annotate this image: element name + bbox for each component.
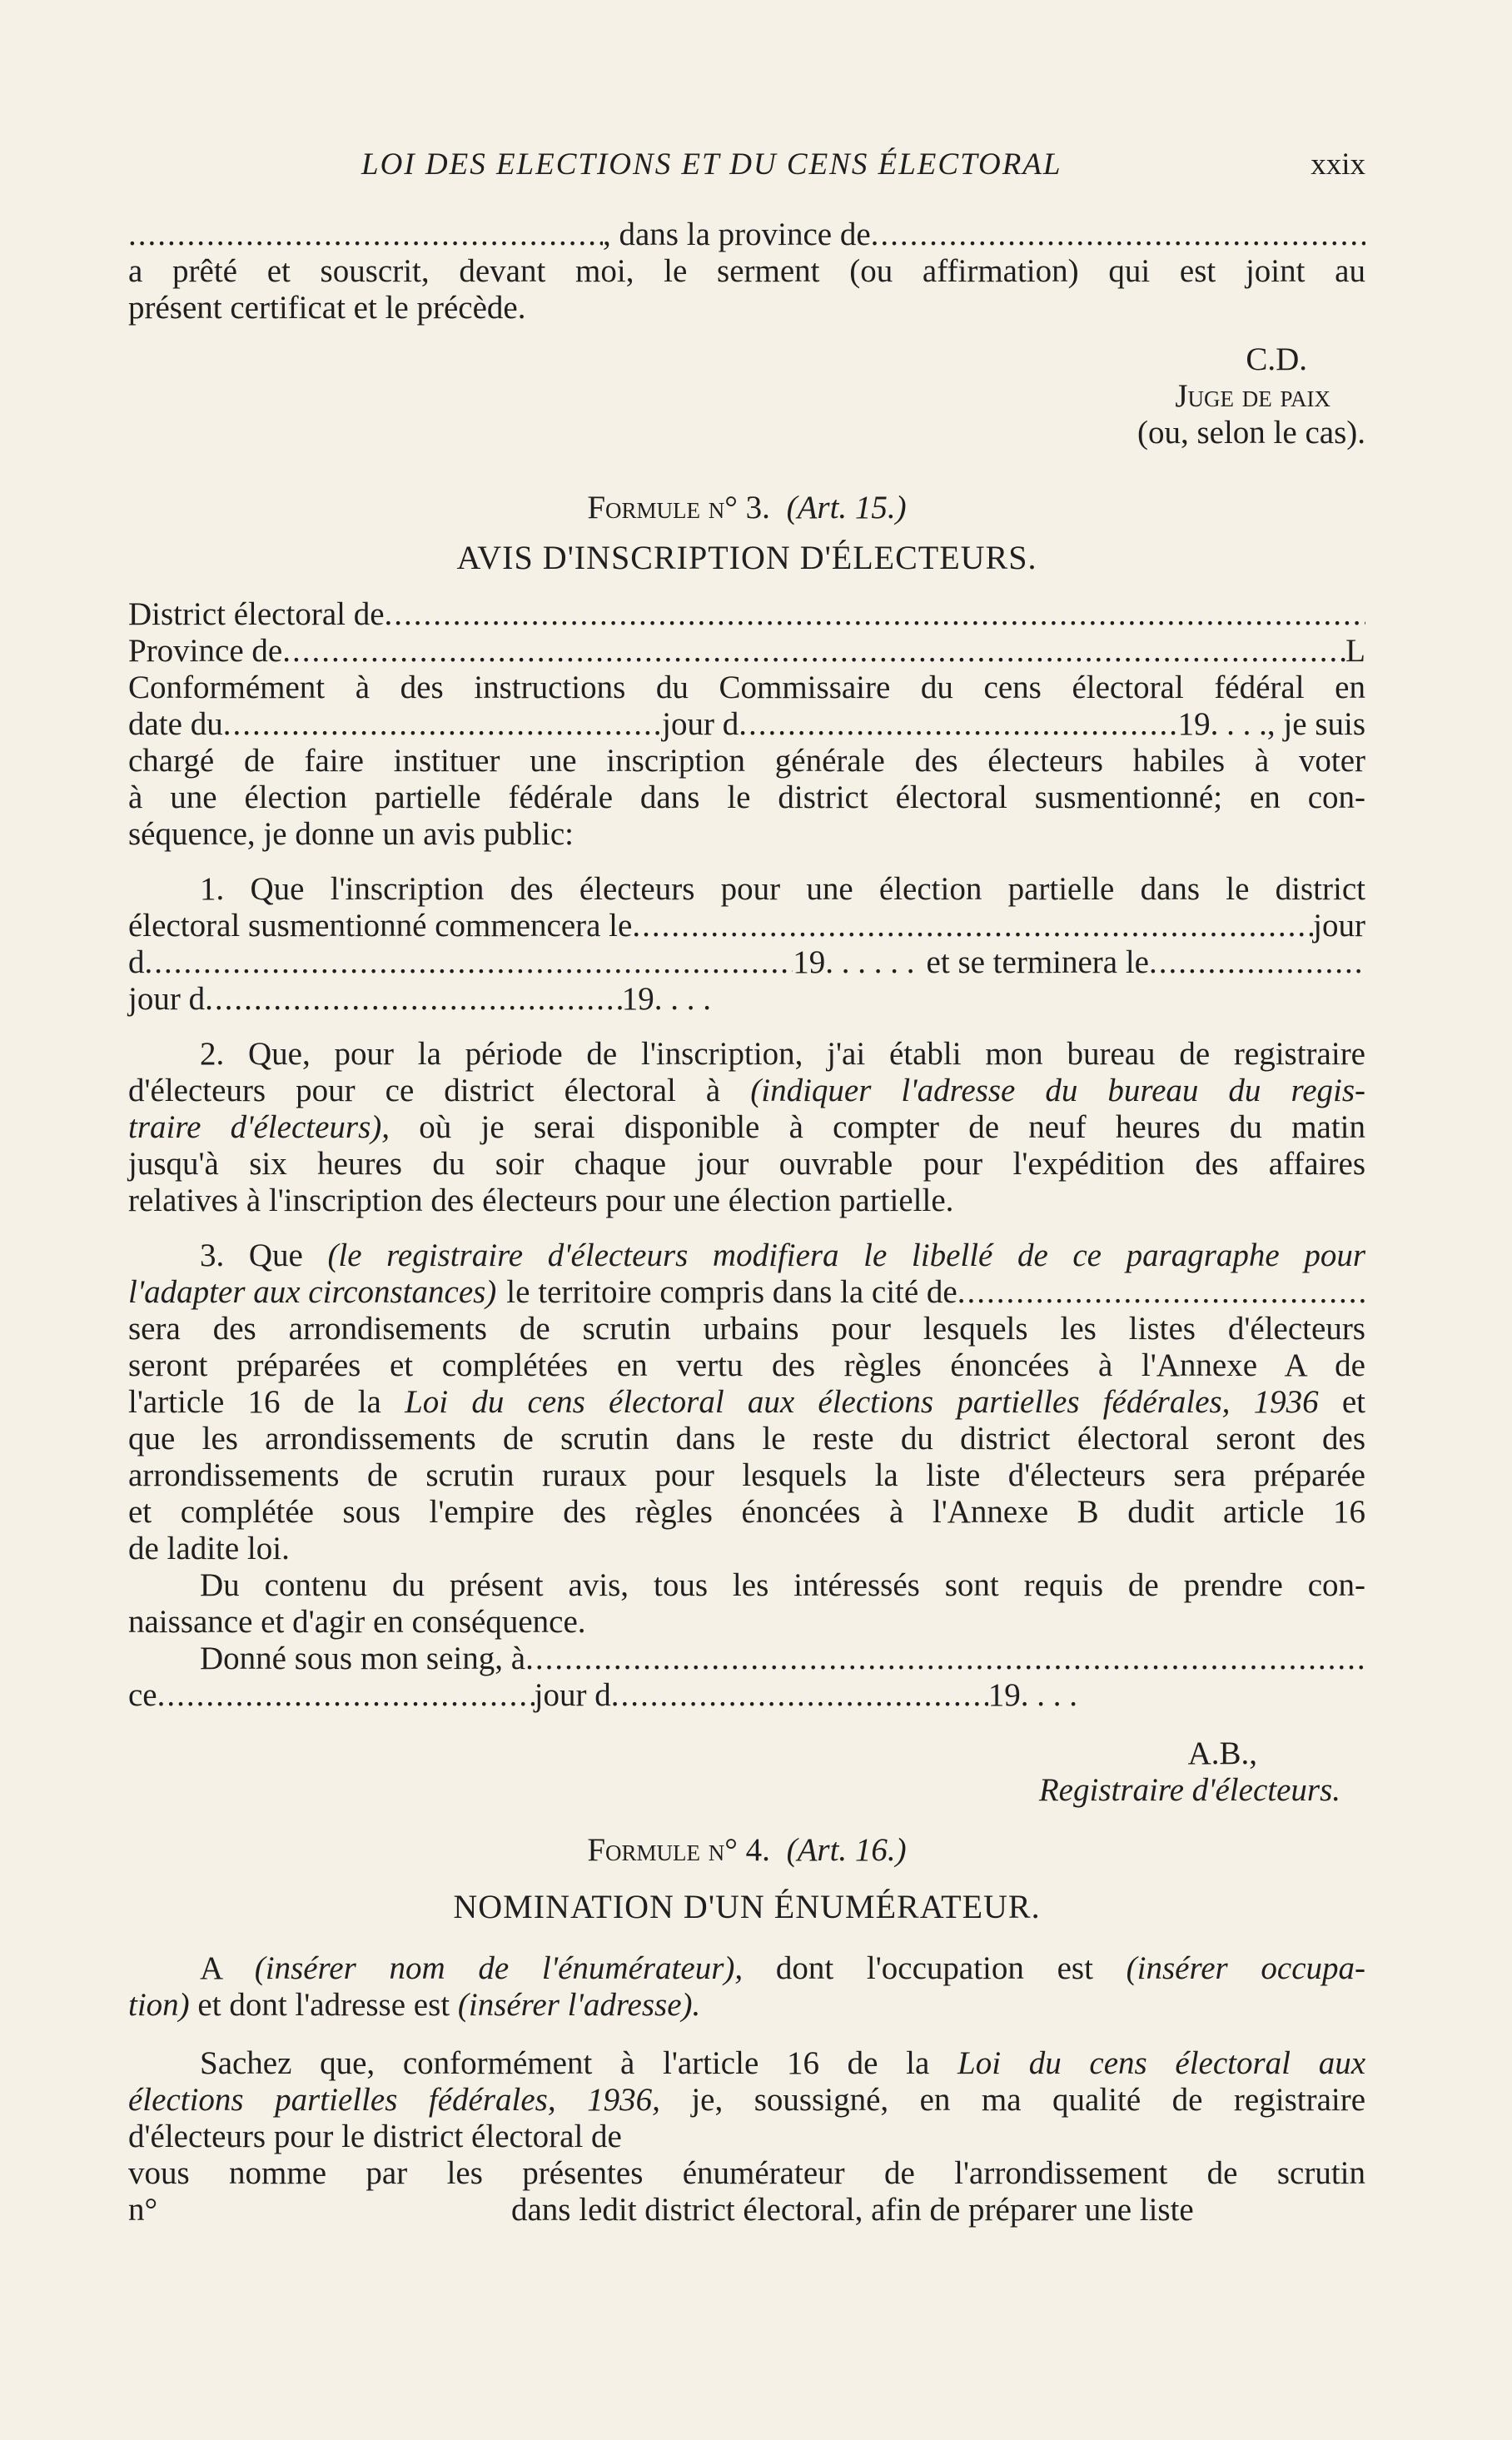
paragraph-3-line-2: l'adapter aux circonstances) le territoire compris dans la cité de ..... bbox=[128, 1274, 1365, 1311]
leader-dots bbox=[157, 1677, 535, 1714]
leader-dots bbox=[282, 633, 1345, 670]
intro-line-4: à une élection partielle fédérale dans le district électoral susmentionné; en con- bbox=[128, 779, 1365, 815]
paragraph-2-line-5: relatives à l'inscription des électeurs pour une élection partielle. bbox=[128, 1183, 954, 1218]
leader-dots bbox=[632, 908, 1313, 944]
province-line: Province de ..... L bbox=[128, 633, 1365, 670]
paragraph-3-line-1: 3. Que (le registraire d'électeurs modifiera le libellé de ce paragraphe pour bbox=[200, 1237, 1366, 1273]
paragraph-3-line-4: seront préparées et complétées en vertu des règles énoncées à l'Annexe A de bbox=[128, 1347, 1365, 1383]
notice-line-2: naissance et d'agir en conséquence. bbox=[128, 1604, 586, 1640]
certificate-signatory: Juge de paix bbox=[1175, 378, 1330, 414]
form-3-ref: (Art. 15.) bbox=[786, 490, 907, 525]
paragraph-3-line-8: et complétée sous l'empire des règles énoncées à l'Annexe B dudit article 16 bbox=[128, 1494, 1365, 1530]
district-line: District électoral de ..... bbox=[128, 596, 1365, 633]
paragraph-2-line-2: d'électeurs pour ce district électoral à (indiquer l'adresse du bureau du regis- bbox=[128, 1073, 1365, 1108]
certificate-signature: C.D. bbox=[1246, 341, 1307, 377]
intro-line-5: séquence, je donne un avis public: bbox=[128, 816, 574, 852]
paragraph-2-line-4: jusqu'à six heures du soir chaque jour ouvrable pour l'expédition des affaires bbox=[128, 1146, 1365, 1182]
certificate-line-3: présent certificat et le précède. bbox=[128, 290, 526, 326]
running-header bbox=[128, 147, 1365, 188]
certificate-line-1: ..... , dans la province de ..... bbox=[128, 217, 1365, 253]
leader-dots bbox=[145, 944, 793, 981]
paragraph-3-line-3: sera des arrondisements de scrutin urbains pour lesquels les listes d'électeurs bbox=[128, 1311, 1365, 1347]
form-4-line-1: A (insérer nom de l'énumérateur), dont l'occupation est (insérer occupa- bbox=[200, 1950, 1366, 1986]
intro-line-3: chargé de faire instituer une inscription générale des électeurs habiles à voter bbox=[128, 743, 1365, 779]
header-title: LOI DES ELECTIONS ET DU CENS ÉLECTORAL bbox=[361, 147, 1062, 182]
leader-dots bbox=[871, 217, 1365, 253]
form-3-body bbox=[128, 596, 1365, 1809]
paragraph-2-line-1: 2. Que, pour la période de l'inscription, j'ai établi mon bureau de registraire bbox=[200, 1036, 1365, 1072]
paragraph-1-line-3: d ..... 19. . . . . . et se terminera le ..... bbox=[128, 944, 1365, 981]
paragraph-1-line-2: électoral susmentionné commencera le ..... jour bbox=[128, 908, 1365, 944]
paragraph-1-line-1: 1. Que l'inscription des électeurs pour une élection partielle dans le district bbox=[200, 871, 1365, 907]
form-4-para-line-5: n° dans ledit district électoral, afin de préparer une liste bbox=[128, 2192, 1194, 2228]
page-number: xxix bbox=[1311, 147, 1365, 182]
intro-line-2: date du ..... jour d ..... 19. . . ., je suis bbox=[128, 706, 1365, 743]
given-line-2: ce ..... jour d ..... 19. . . . bbox=[128, 1677, 1077, 1714]
form-4-line-2: tion) et dont l'adresse est (insérer l'adresse). bbox=[128, 1987, 701, 2023]
form-3-heading bbox=[128, 490, 1365, 526]
paragraph-1-line-4: jour d ..... 19. . . . bbox=[128, 981, 711, 1018]
paragraph-3-line-5: l'article 16 de la Loi du cens électoral aux élections partielles fédérales, 1936 et bbox=[128, 1384, 1366, 1420]
leader-dots bbox=[1149, 944, 1365, 981]
form-4-title: NOMINATION D'UN ÉNUMÉRATEUR. bbox=[453, 1888, 1041, 1925]
form-4-label: Formule n° 4. bbox=[587, 1832, 770, 1868]
paragraph-3-line-7: arrondissements de scrutin ruraux pour lesquels la liste d'électeurs sera préparée bbox=[128, 1457, 1365, 1493]
paragraph-3-line-9: de ladite loi. bbox=[128, 1531, 290, 1566]
certificate-line-2: a prêté et souscrit, devant moi, le serment (ou affirmation) qui est joint au bbox=[128, 253, 1365, 289]
leader-dots bbox=[611, 1677, 988, 1714]
leader-dots bbox=[957, 1274, 1365, 1311]
leader-dots bbox=[385, 596, 1365, 633]
intro-line-1: Conformément à des instructions du Commissaire du cens électoral fédéral en bbox=[128, 670, 1365, 705]
form-3 bbox=[128, 490, 1365, 1809]
leader-dots bbox=[739, 706, 1177, 743]
leader-dots bbox=[223, 706, 662, 743]
notice-line-1: Du contenu du présent avis, tous les intéressés sont requis de prendre con- bbox=[200, 1567, 1365, 1603]
form-4 bbox=[128, 1832, 1365, 2228]
form-4-para-line-4: vous nomme par les présentes énumérateur de l'arrondissement de scrutin bbox=[128, 2155, 1365, 2191]
form-3-signature: A.B., bbox=[1187, 1735, 1257, 1771]
given-line-1: Donné sous mon seing, à ..... bbox=[128, 1641, 1365, 1677]
form-4-para-line-3: d'électeurs pour le district électoral de bbox=[128, 2119, 622, 2154]
paragraph-2-line-3: traire d'électeurs), où je serai disponible à compter de neuf heures du matin bbox=[128, 1109, 1366, 1145]
leader-dots bbox=[128, 217, 603, 253]
leader-dots bbox=[525, 1641, 1365, 1677]
certificate-signatory-note: (ou, selon le cas). bbox=[1137, 415, 1365, 451]
form-4-para-line-2: élections partielles fédérales, 1936, je, soussigné, en ma qualité de registraire bbox=[128, 2082, 1366, 2118]
form-4-body bbox=[128, 1950, 1365, 2228]
form-4-heading bbox=[128, 1832, 1365, 1869]
leader-dots bbox=[205, 981, 622, 1018]
form-3-label: Formule n° 3. bbox=[587, 490, 770, 525]
paragraph-3-line-6: que les arrondissements de scrutin dans le reste du district électoral seront des bbox=[128, 1421, 1365, 1457]
form-3-title: AVIS D'INSCRIPTION D'ÉLECTEURS. bbox=[456, 539, 1037, 576]
form-3-signatory: Registraire d'électeurs. bbox=[1038, 1772, 1340, 1808]
certificate-end bbox=[128, 217, 1365, 451]
form-4-para-line-1: Sachez que, conformément à l'article 16 de la Loi du cens électoral aux bbox=[200, 2045, 1366, 2081]
form-4-ref: (Art. 16.) bbox=[786, 1832, 907, 1868]
